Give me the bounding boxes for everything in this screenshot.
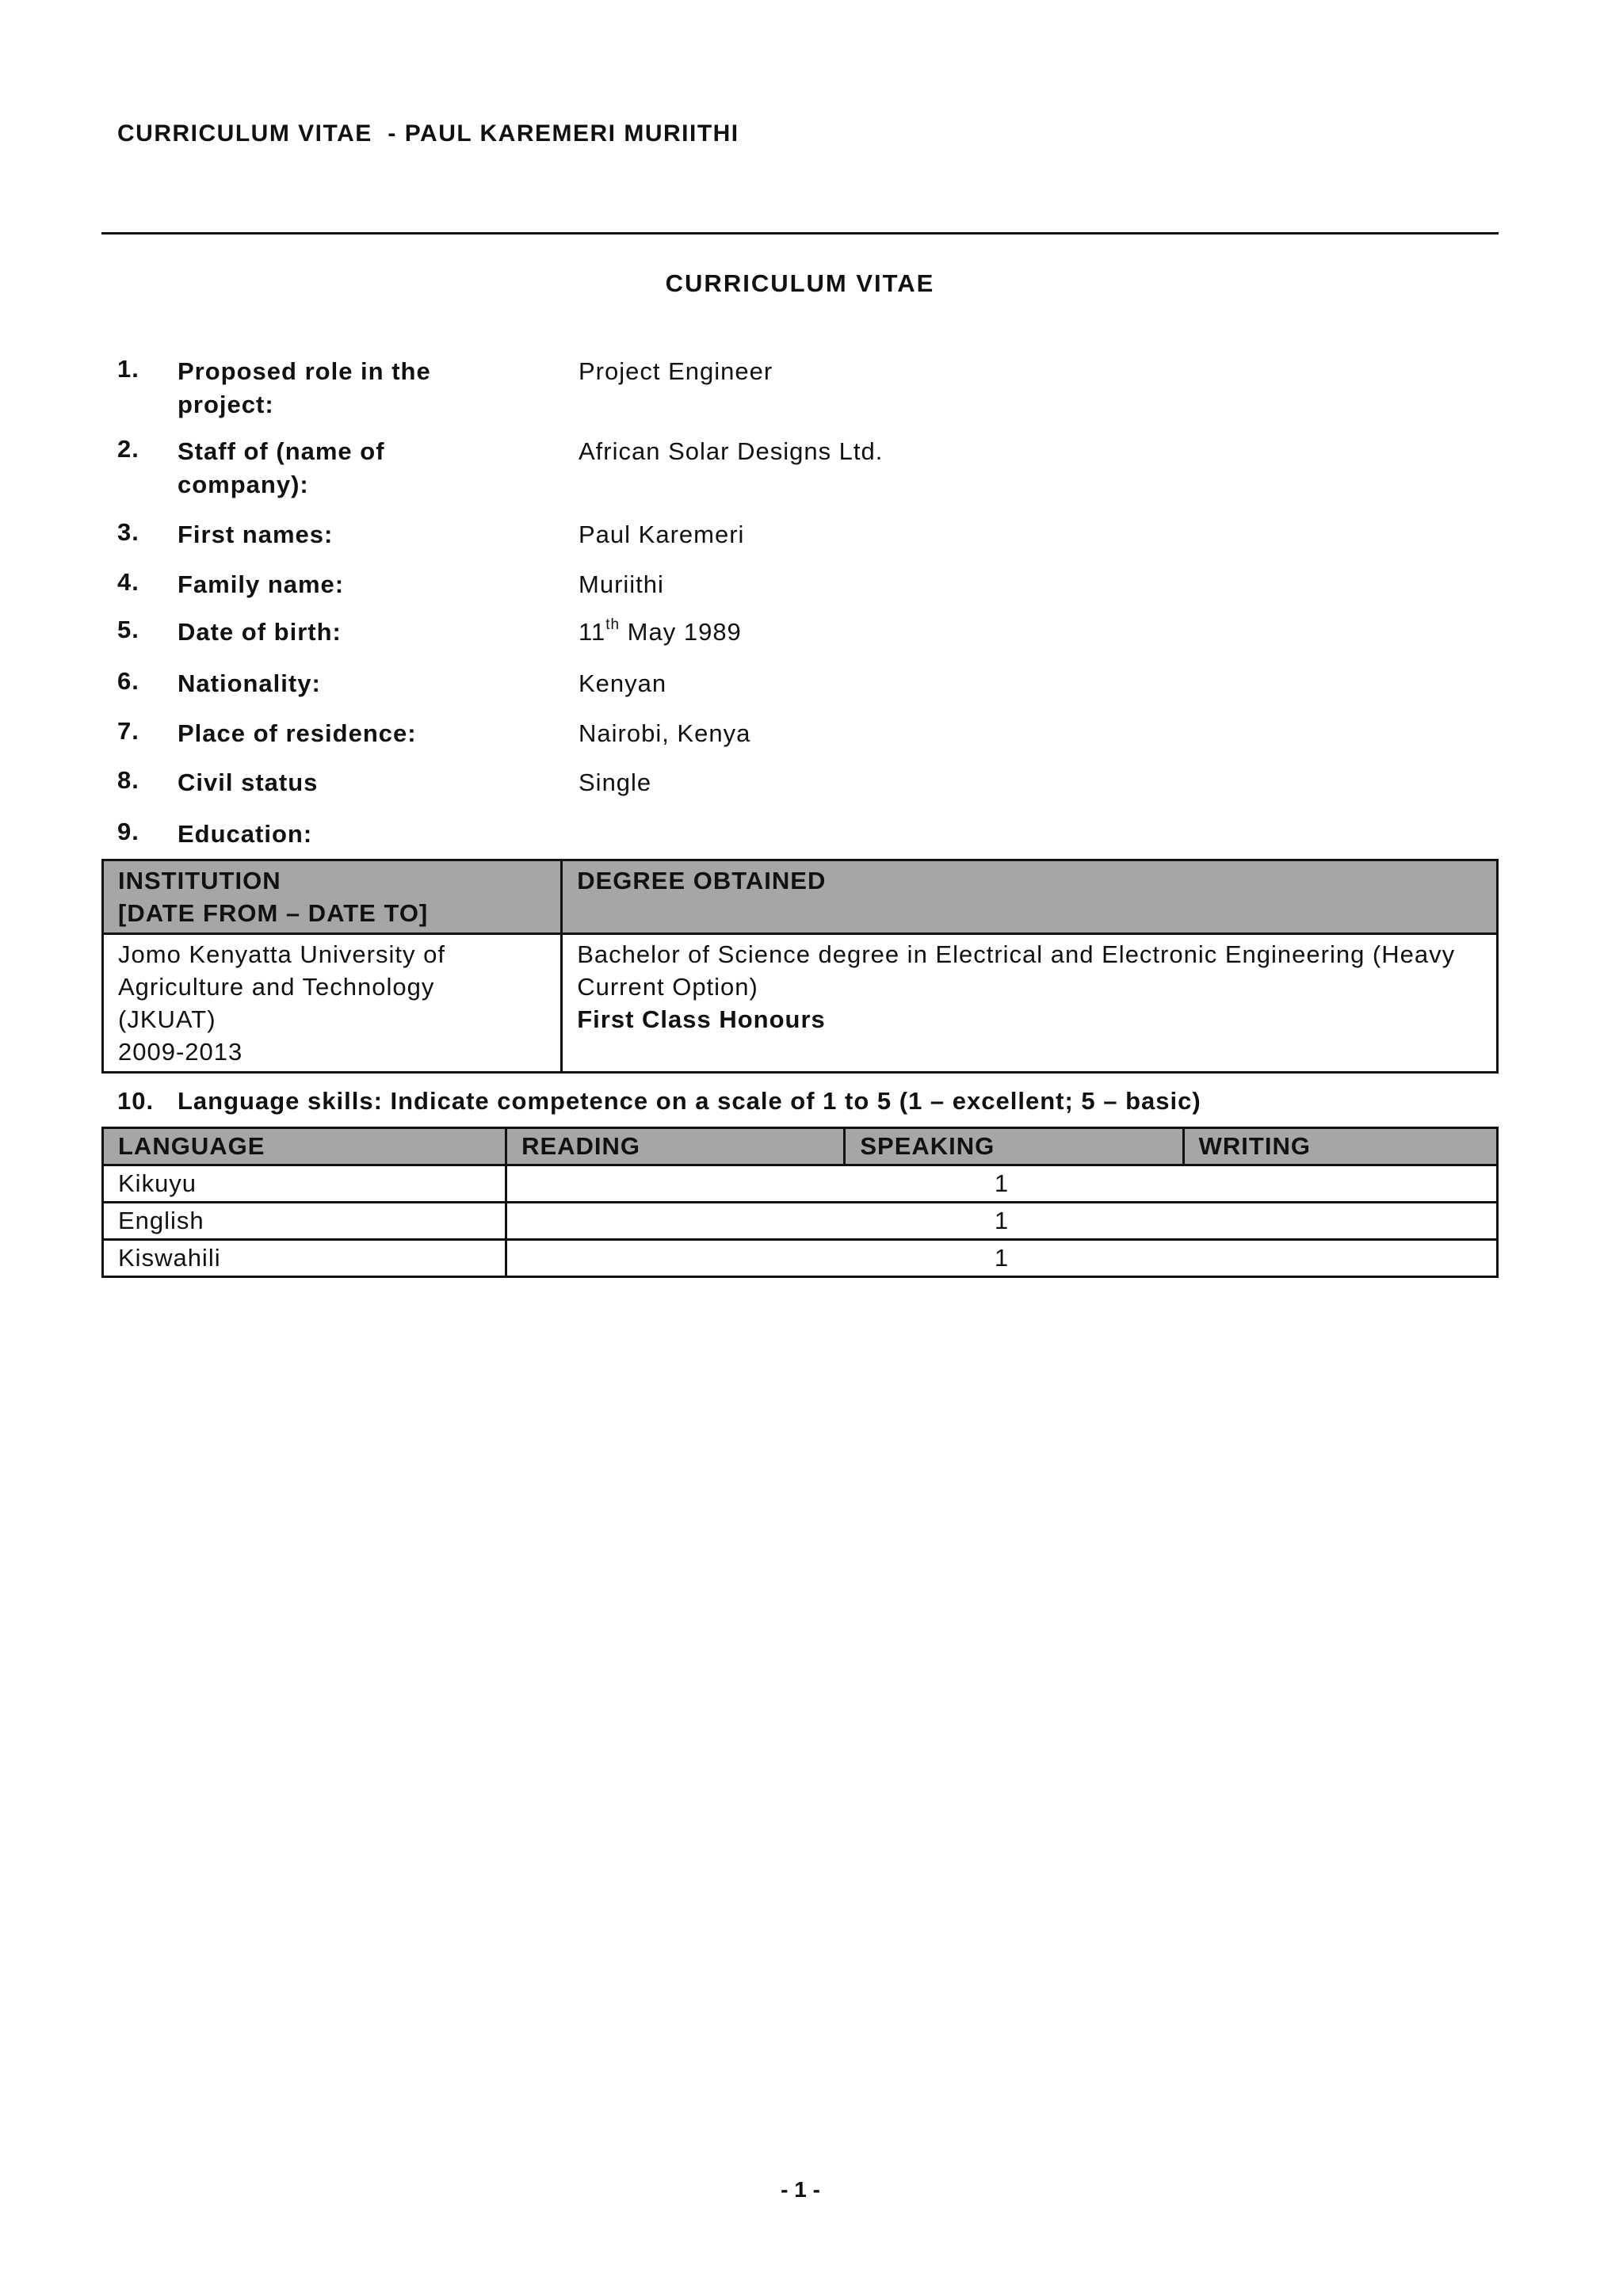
degree-name: Bachelor of Science degree in Electrical and Electronic Engineering (Heavy Current Option) (577, 940, 1456, 1001)
item-value: Kenyan (579, 669, 667, 697)
item-number: 7. (117, 717, 139, 745)
degree-cell (562, 934, 1498, 1073)
speaking-header: SPEAKING (845, 1128, 1183, 1165)
item-value: Muriithi (579, 570, 664, 598)
item-label: First names: (178, 521, 334, 548)
institution-header (103, 860, 562, 934)
item-number: 4. (117, 568, 139, 596)
competence-score: 1 (506, 1203, 1498, 1240)
study-dates: 2009-2013 (118, 1038, 243, 1066)
institution-cell (103, 934, 562, 1073)
education-table (101, 859, 1499, 1074)
item-label: Place of residence: (178, 719, 417, 747)
document-title: CURRICULUM VITAE (665, 269, 935, 297)
writing-header: WRITING (1183, 1128, 1497, 1165)
item-number: 2. (117, 435, 139, 463)
item-value: Nairobi, Kenya (579, 719, 751, 747)
competence-score: 1 (506, 1165, 1498, 1203)
date-of-birth-value (579, 616, 1450, 649)
item-number: 9. (117, 818, 139, 845)
item-label: Proposed role in the project: (178, 357, 431, 418)
language-skills-heading: Language skills: Indicate competence on a scale of 1 to 5 (1 – excellent; 5 – basic) (178, 1087, 1201, 1115)
item-number: 8. (117, 766, 139, 794)
item-value: Project Engineer (579, 357, 773, 385)
item-value: Single (579, 769, 652, 796)
item-number: 6. (117, 667, 139, 695)
item-10-number: 10. (117, 1087, 155, 1115)
item-value: African Solar Designs Ltd. (579, 437, 884, 465)
table-row (103, 1165, 1498, 1203)
reading-header: READING (506, 1128, 845, 1165)
language-name: English (103, 1203, 506, 1240)
institution-line: Agriculture and Technology (118, 973, 435, 1001)
page-number: - 1 - (781, 2177, 820, 2202)
running-header: CURRICULUM VITAE - PAUL KAREMERI MURIITHI (117, 120, 739, 147)
birth-day: 11 (579, 618, 606, 646)
item-label: Family name: (178, 570, 345, 598)
degree-honours: First Class Honours (577, 1005, 826, 1033)
table-row (103, 1203, 1498, 1240)
header-divider (101, 232, 1499, 235)
competence-score: 1 (506, 1240, 1498, 1277)
item-label: Civil status (178, 769, 319, 796)
table-header-row (103, 860, 1498, 934)
item-label: Staff of (name of company): (178, 437, 385, 498)
table-row (103, 1240, 1498, 1277)
header-line: INSTITUTION (118, 867, 281, 894)
item-number: 3. (117, 518, 139, 546)
ordinal-suffix: th (605, 616, 621, 633)
language-name: Kiswahili (103, 1240, 506, 1277)
table-row (103, 934, 1498, 1073)
item-number: 5. (117, 616, 139, 643)
institution-line: (JKUAT) (118, 1005, 216, 1033)
item-number: 1. (117, 355, 139, 383)
language-header: LANGUAGE (103, 1128, 506, 1165)
table-header-row (103, 1128, 1498, 1165)
item-label: Nationality: (178, 669, 321, 697)
item-label: Date of birth: (178, 618, 342, 646)
institution-line: Jomo Kenyatta University of (118, 940, 445, 968)
language-name: Kikuyu (103, 1165, 506, 1203)
item-value: Paul Karemeri (579, 521, 745, 548)
birth-month-year: May 1989 (620, 618, 742, 646)
header-line: [DATE FROM – DATE TO] (118, 899, 429, 927)
language-table (101, 1127, 1499, 1278)
degree-header: DEGREE OBTAINED (562, 860, 1498, 934)
item-label: Education: (178, 820, 313, 848)
